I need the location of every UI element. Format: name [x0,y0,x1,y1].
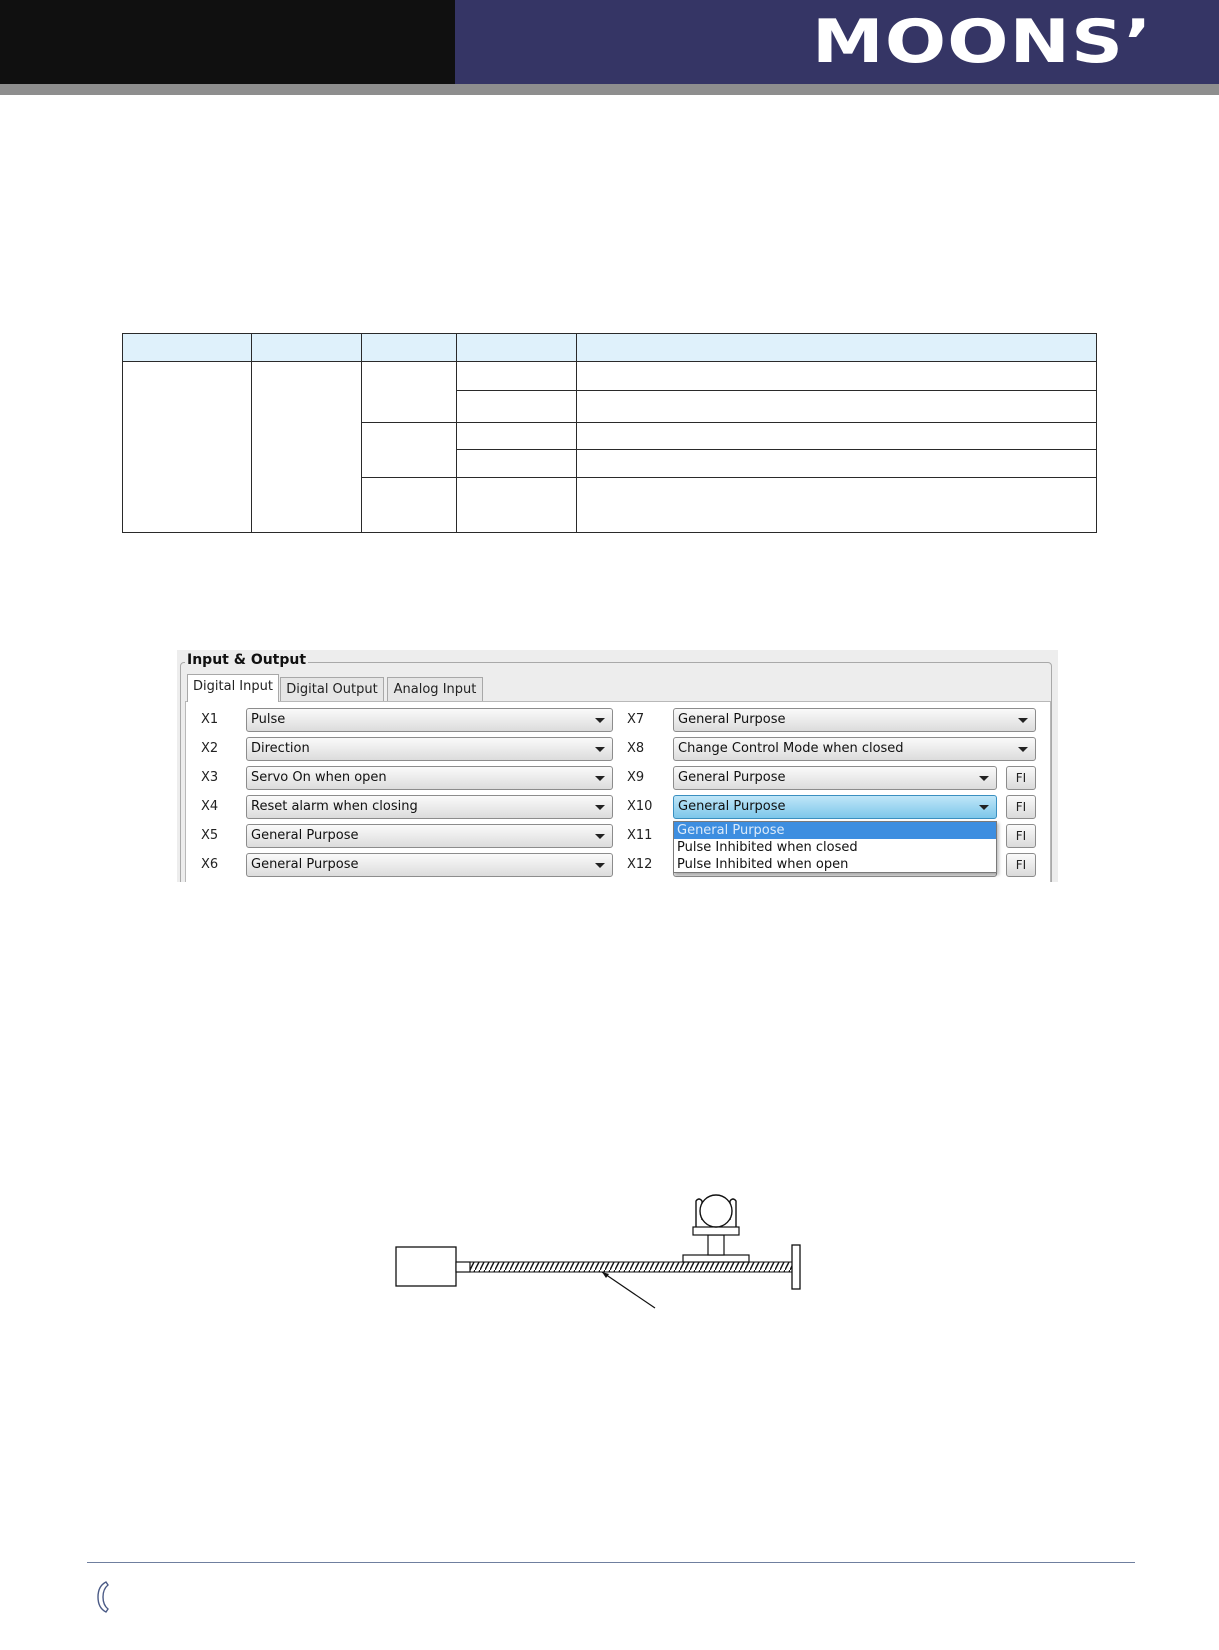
x9-selected-value: General Purpose [678,770,786,785]
leader-line [602,1272,655,1308]
x1-function-select[interactable] [246,708,613,732]
table-cell [361,361,457,423]
x3-selected-value: Servo On when open [251,770,387,785]
header-dark-band [0,0,455,84]
x2-function-select[interactable] [246,737,613,761]
table-header-cell [456,333,577,362]
x10-dropdown-list [673,821,997,873]
x3-function-select[interactable] [246,766,613,790]
table-cell [576,361,1097,391]
x7-function-select[interactable] [673,708,1036,732]
table-cell [576,390,1097,423]
input-label-x8: X8 [627,741,645,756]
table-cell [576,477,1097,533]
x5-function-select[interactable] [246,824,613,848]
x6-selected-value: General Purpose [251,857,359,872]
chevron-down-icon [595,718,605,723]
table-cell [456,449,577,478]
header-gray-bar [0,84,1219,95]
x5-selected-value: General Purpose [251,828,359,843]
end-plate [792,1245,800,1289]
input-label-x4: X4 [201,799,219,814]
tab-digital-output[interactable]: Digital Output [280,677,384,701]
table-cell [576,422,1097,450]
x11-fi-button[interactable]: FI [1006,824,1036,848]
dropdown-option-inhibit-open[interactable]: Pulse Inhibited when open [677,857,849,872]
x10-selected-value: General Purpose [678,799,786,814]
leader-arrowhead [602,1272,609,1278]
input-label-x11: X11 [627,828,653,843]
input-label-x12: X12 [627,857,653,872]
table-cell [122,361,252,533]
x2-selected-value: Direction [251,741,310,756]
table-header-cell [361,333,457,362]
dropdown-option-inhibit-closed[interactable]: Pulse Inhibited when closed [677,840,858,855]
x9-fi-button[interactable]: FI [1006,766,1036,790]
x4-selected-value: Reset alarm when closing [251,799,418,814]
x12-fi-button[interactable]: FI [1006,853,1036,877]
table-cell [361,477,457,533]
table-cell [456,390,577,423]
chevron-down-icon [979,776,989,781]
x8-function-select[interactable] [673,737,1036,761]
table-header-cell [251,333,362,362]
input-label-x6: X6 [201,857,219,872]
chevron-down-icon [1018,718,1028,723]
chevron-down-icon [595,863,605,868]
chevron-down-icon [595,834,605,839]
lead-screw-diagram [390,1190,830,1320]
motor-shaft [456,1262,470,1272]
x4-function-select[interactable] [246,795,613,819]
table-cell [456,477,577,533]
input-label-x2: X2 [201,741,219,756]
input-label-x10: X10 [627,799,653,814]
footer-divider [87,1562,1135,1563]
carriage-post [708,1235,724,1255]
x1-selected-value: Pulse [251,712,286,727]
table-cell [361,422,457,478]
table-header-cell [576,333,1097,362]
chevron-down-icon [595,776,605,781]
parameter-table [122,333,1097,533]
phone-icon [94,1580,116,1614]
motor-block [396,1247,456,1286]
x7-selected-value: General Purpose [678,712,786,727]
input-output-panel [177,650,1058,882]
chevron-down-icon [979,805,989,810]
x9-function-select[interactable] [673,766,997,790]
input-label-x7: X7 [627,712,645,727]
group-title: Input & Output [187,652,307,668]
carriage-clamp [693,1227,739,1235]
dropdown-option-general-purpose[interactable]: General Purpose [674,822,996,839]
chevron-down-icon [595,805,605,810]
tab-digital-input[interactable]: Digital Input [187,674,279,702]
input-label-x5: X5 [201,828,219,843]
lead-screw [470,1262,792,1272]
carriage-base [683,1255,749,1262]
input-label-x9: X9 [627,770,645,785]
table-cell [456,422,577,450]
x6-function-select[interactable] [246,853,613,877]
tab-analog-input[interactable]: Analog Input [387,677,483,701]
moons-logo: MOONS’ [812,7,1153,77]
chevron-down-icon [595,747,605,752]
input-label-x1: X1 [201,712,219,727]
table-cell [456,361,577,391]
carriage-wheel [700,1195,732,1227]
table-header-cell [122,333,252,362]
table-cell [576,449,1097,478]
input-label-x3: X3 [201,770,219,785]
x8-selected-value: Change Control Mode when closed [678,741,904,756]
chevron-down-icon [1018,747,1028,752]
table-cell [251,361,362,533]
x10-function-select[interactable] [673,795,997,819]
x10-fi-button[interactable]: FI [1006,795,1036,819]
